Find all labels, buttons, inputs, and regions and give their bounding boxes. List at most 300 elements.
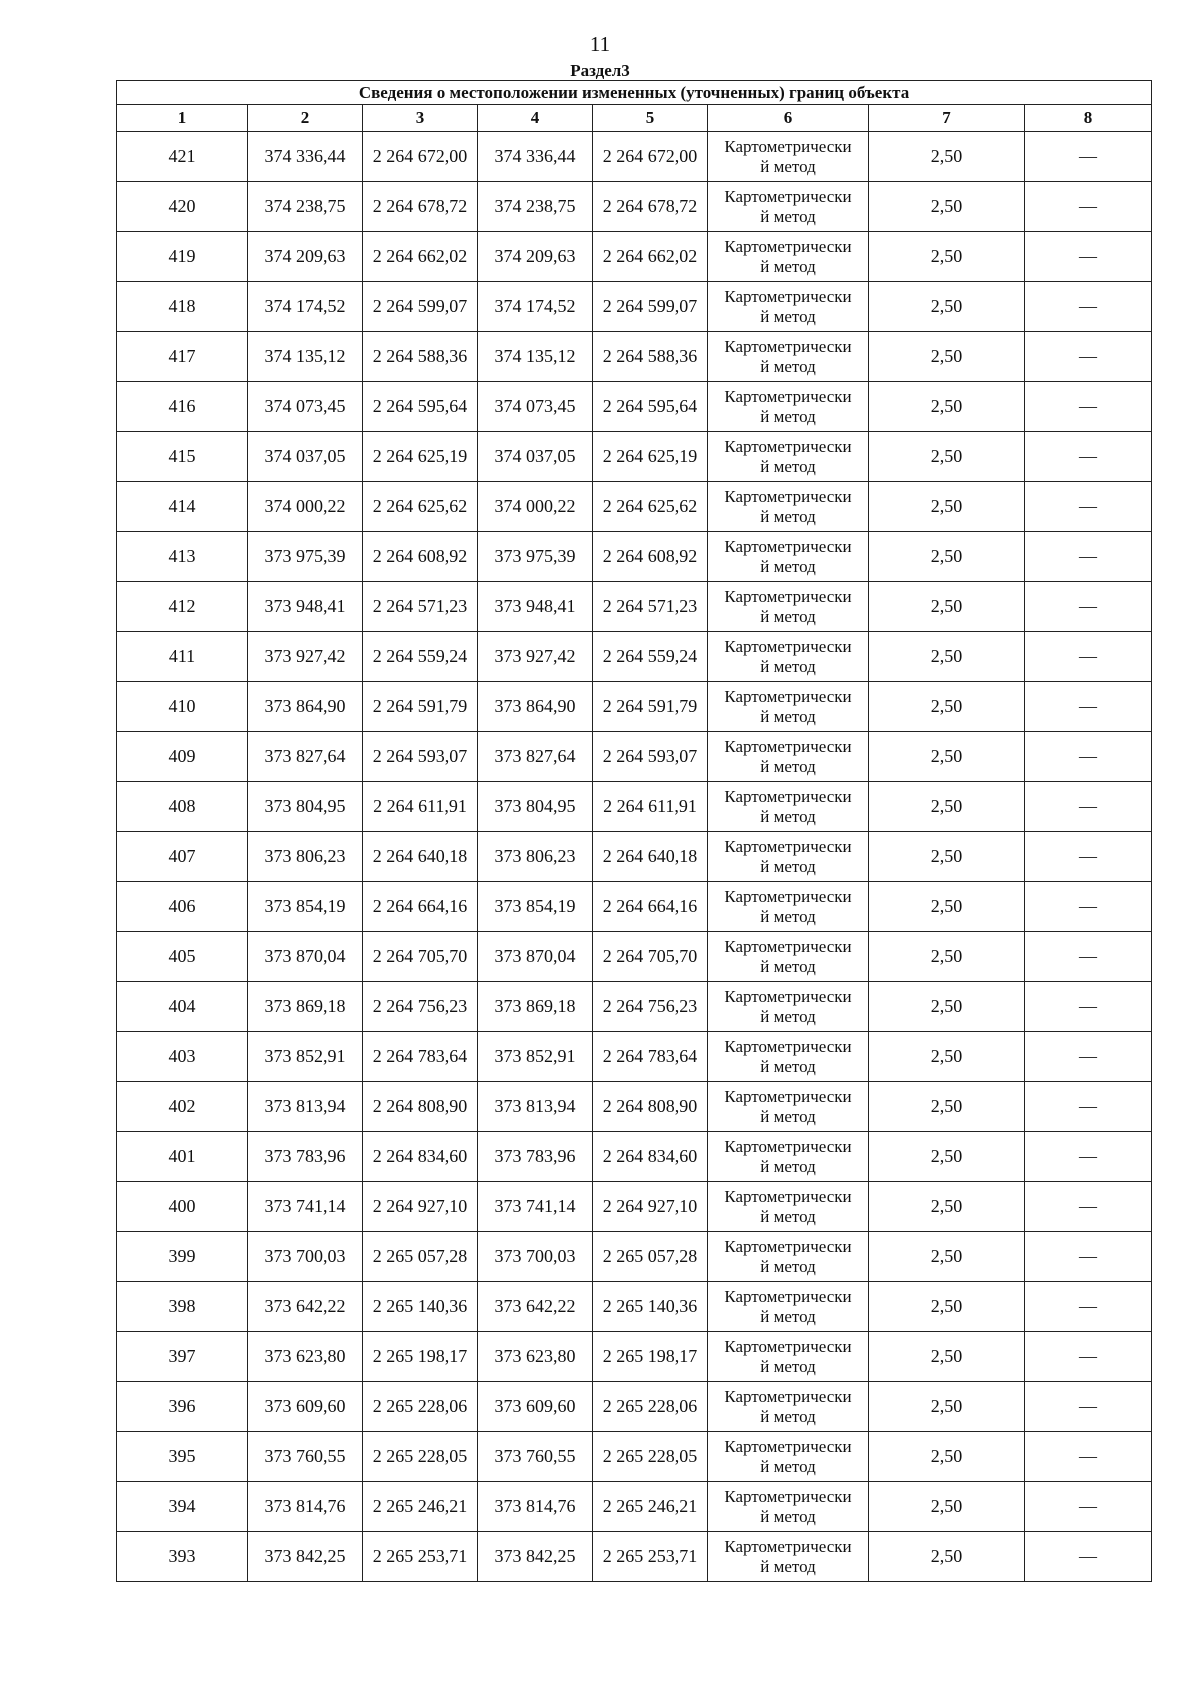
method-line-1: Картометрически [724, 286, 852, 306]
method-line-2: й метод [760, 1256, 816, 1276]
column-header: 4 [478, 105, 593, 132]
method-cell [708, 732, 869, 782]
x-coordinate-cell: 373 814,76 [248, 1482, 363, 1532]
method-line-2: й метод [760, 406, 816, 426]
x-coordinate-new-cell: 374 073,45 [478, 382, 593, 432]
page-number: 11 [589, 32, 611, 56]
method-cell [708, 1532, 869, 1582]
y-coordinate-new-cell: 2 265 246,21 [593, 1482, 708, 1532]
note-cell: — [1025, 1432, 1152, 1482]
accuracy-cell: 2,50 [869, 732, 1025, 782]
y-coordinate-new-cell: 2 265 198,17 [593, 1332, 708, 1382]
note-cell: — [1025, 1332, 1152, 1382]
method-cell [708, 182, 869, 232]
y-coordinate-cell: 2 264 593,07 [363, 732, 478, 782]
accuracy-cell: 2,50 [869, 482, 1025, 532]
accuracy-cell: 2,50 [869, 582, 1025, 632]
x-coordinate-new-cell: 373 852,91 [478, 1032, 593, 1082]
method-line-1: Картометрически [724, 536, 852, 556]
method-cell [708, 1332, 869, 1382]
y-coordinate-new-cell: 2 264 783,64 [593, 1032, 708, 1082]
note-cell: — [1025, 1182, 1152, 1232]
x-coordinate-new-cell: 373 842,25 [478, 1532, 593, 1582]
x-coordinate-new-cell: 373 783,96 [478, 1132, 593, 1182]
point-number-cell: 398 [117, 1282, 248, 1332]
method-cell [708, 582, 869, 632]
table-row [117, 132, 1152, 182]
y-coordinate-new-cell: 2 264 834,60 [593, 1132, 708, 1182]
note-cell: — [1025, 682, 1152, 732]
method-line-2: й метод [760, 856, 816, 876]
x-coordinate-cell: 373 852,91 [248, 1032, 363, 1082]
point-number-cell: 399 [117, 1232, 248, 1282]
x-coordinate-cell: 373 975,39 [248, 532, 363, 582]
method-cell [708, 1382, 869, 1432]
method-line-2: й метод [760, 606, 816, 626]
x-coordinate-cell: 373 813,94 [248, 1082, 363, 1132]
y-coordinate-new-cell: 2 264 593,07 [593, 732, 708, 782]
x-coordinate-new-cell: 373 854,19 [478, 882, 593, 932]
y-coordinate-new-cell: 2 264 625,19 [593, 432, 708, 482]
accuracy-cell: 2,50 [869, 382, 1025, 432]
table-row [117, 332, 1152, 382]
y-coordinate-new-cell: 2 265 253,71 [593, 1532, 708, 1582]
x-coordinate-cell: 373 741,14 [248, 1182, 363, 1232]
note-cell: — [1025, 382, 1152, 432]
x-coordinate-cell: 373 927,42 [248, 632, 363, 682]
x-coordinate-cell: 373 948,41 [248, 582, 363, 632]
x-coordinate-cell: 373 804,95 [248, 782, 363, 832]
x-coordinate-new-cell: 373 813,94 [478, 1082, 593, 1132]
table-row [117, 432, 1152, 482]
x-coordinate-cell: 374 174,52 [248, 282, 363, 332]
x-coordinate-cell: 374 238,75 [248, 182, 363, 232]
x-coordinate-cell: 373 864,90 [248, 682, 363, 732]
point-number-cell: 400 [117, 1182, 248, 1232]
x-coordinate-cell: 374 135,12 [248, 332, 363, 382]
y-coordinate-cell: 2 264 672,00 [363, 132, 478, 182]
table-row [117, 1532, 1152, 1582]
method-line-2: й метод [760, 1406, 816, 1426]
y-coordinate-cell: 2 264 571,23 [363, 582, 478, 632]
x-coordinate-new-cell: 373 609,60 [478, 1382, 593, 1432]
note-cell: — [1025, 182, 1152, 232]
x-coordinate-new-cell: 373 927,42 [478, 632, 593, 682]
method-line-2: й метод [760, 456, 816, 476]
y-coordinate-cell: 2 265 140,36 [363, 1282, 478, 1332]
note-cell: — [1025, 632, 1152, 682]
column-header: 7 [869, 105, 1025, 132]
table-row [117, 582, 1152, 632]
method-line-1: Картометрически [724, 736, 852, 756]
method-cell [708, 382, 869, 432]
table-row [117, 632, 1152, 682]
note-cell: — [1025, 1082, 1152, 1132]
note-cell: — [1025, 1482, 1152, 1532]
method-line-2: й метод [760, 1056, 816, 1076]
point-number-cell: 420 [117, 182, 248, 232]
note-cell: — [1025, 1382, 1152, 1432]
y-coordinate-cell: 2 264 705,70 [363, 932, 478, 982]
y-coordinate-new-cell: 2 264 595,64 [593, 382, 708, 432]
method-cell [708, 832, 869, 882]
accuracy-cell: 2,50 [869, 1132, 1025, 1182]
point-number-cell: 405 [117, 932, 248, 982]
method-line-1: Картометрически [724, 936, 852, 956]
method-line-1: Картометрически [724, 336, 852, 356]
x-coordinate-new-cell: 373 864,90 [478, 682, 593, 732]
method-line-1: Картометрически [724, 586, 852, 606]
point-number-cell: 410 [117, 682, 248, 732]
method-cell [708, 932, 869, 982]
y-coordinate-cell: 2 264 608,92 [363, 532, 478, 582]
column-header-row [117, 105, 1152, 132]
point-number-cell: 393 [117, 1532, 248, 1582]
x-coordinate-cell: 373 869,18 [248, 982, 363, 1032]
x-coordinate-cell: 374 336,44 [248, 132, 363, 182]
method-line-2: й метод [760, 1506, 816, 1526]
method-line-2: й метод [760, 1156, 816, 1176]
method-cell [708, 1232, 869, 1282]
accuracy-cell: 2,50 [869, 1032, 1025, 1082]
method-cell [708, 482, 869, 532]
method-line-2: й метод [760, 1006, 816, 1026]
x-coordinate-new-cell: 374 000,22 [478, 482, 593, 532]
x-coordinate-new-cell: 374 336,44 [478, 132, 593, 182]
y-coordinate-cell: 2 265 057,28 [363, 1232, 478, 1282]
note-cell: — [1025, 732, 1152, 782]
point-number-cell: 407 [117, 832, 248, 882]
accuracy-cell: 2,50 [869, 232, 1025, 282]
method-cell [708, 1482, 869, 1532]
x-coordinate-new-cell: 374 238,75 [478, 182, 593, 232]
y-coordinate-new-cell: 2 264 608,92 [593, 532, 708, 582]
x-coordinate-cell: 373 760,55 [248, 1432, 363, 1482]
method-line-1: Картометрически [724, 1336, 852, 1356]
method-line-1: Картометрически [724, 986, 852, 1006]
y-coordinate-cell: 2 265 198,17 [363, 1332, 478, 1382]
note-cell: — [1025, 532, 1152, 582]
y-coordinate-cell: 2 264 625,62 [363, 482, 478, 532]
accuracy-cell: 2,50 [869, 1082, 1025, 1132]
method-line-1: Картометрически [724, 1086, 852, 1106]
table-row [117, 732, 1152, 782]
method-line-1: Картометрически [724, 1286, 852, 1306]
column-header: 1 [117, 105, 248, 132]
method-line-2: й метод [760, 206, 816, 226]
method-line-2: й метод [760, 256, 816, 276]
note-cell: — [1025, 1032, 1152, 1082]
x-coordinate-new-cell: 373 814,76 [478, 1482, 593, 1532]
y-coordinate-cell: 2 265 228,05 [363, 1432, 478, 1482]
table-row [117, 1132, 1152, 1182]
method-line-2: й метод [760, 906, 816, 926]
table-row [117, 482, 1152, 532]
x-coordinate-cell: 373 842,25 [248, 1532, 363, 1582]
method-cell [708, 882, 869, 932]
table-row [117, 982, 1152, 1032]
point-number-cell: 419 [117, 232, 248, 282]
method-line-1: Картометрически [724, 486, 852, 506]
method-line-1: Картометрически [724, 1036, 852, 1056]
method-line-1: Картометрически [724, 386, 852, 406]
x-coordinate-new-cell: 373 975,39 [478, 532, 593, 582]
method-cell [708, 1432, 869, 1482]
method-cell [708, 532, 869, 582]
y-coordinate-new-cell: 2 264 625,62 [593, 482, 708, 532]
x-coordinate-new-cell: 373 804,95 [478, 782, 593, 832]
accuracy-cell: 2,50 [869, 1232, 1025, 1282]
note-cell: — [1025, 232, 1152, 282]
y-coordinate-cell: 2 264 662,02 [363, 232, 478, 282]
y-coordinate-new-cell: 2 264 662,02 [593, 232, 708, 282]
method-cell [708, 782, 869, 832]
accuracy-cell: 2,50 [869, 332, 1025, 382]
table-row [117, 532, 1152, 582]
y-coordinate-cell: 2 264 611,91 [363, 782, 478, 832]
method-cell [708, 1182, 869, 1232]
accuracy-cell: 2,50 [869, 282, 1025, 332]
y-coordinate-new-cell: 2 264 808,90 [593, 1082, 708, 1132]
method-line-2: й метод [760, 306, 816, 326]
y-coordinate-new-cell: 2 265 140,36 [593, 1282, 708, 1332]
method-line-1: Картометрически [724, 786, 852, 806]
accuracy-cell: 2,50 [869, 782, 1025, 832]
point-number-cell: 415 [117, 432, 248, 482]
x-coordinate-cell: 373 783,96 [248, 1132, 363, 1182]
note-cell: — [1025, 1282, 1152, 1332]
table-row [117, 1032, 1152, 1082]
y-coordinate-new-cell: 2 264 678,72 [593, 182, 708, 232]
method-line-1: Картометрически [724, 1386, 852, 1406]
table-row [117, 932, 1152, 982]
y-coordinate-cell: 2 264 834,60 [363, 1132, 478, 1182]
point-number-cell: 406 [117, 882, 248, 932]
accuracy-cell: 2,50 [869, 432, 1025, 482]
method-line-2: й метод [760, 1356, 816, 1376]
accuracy-cell: 2,50 [869, 132, 1025, 182]
y-coordinate-cell: 2 264 640,18 [363, 832, 478, 882]
y-coordinate-cell: 2 264 808,90 [363, 1082, 478, 1132]
method-line-1: Картометрически [724, 836, 852, 856]
coordinates-table [116, 80, 1152, 1582]
column-header: 2 [248, 105, 363, 132]
note-cell: — [1025, 932, 1152, 982]
method-line-2: й метод [760, 956, 816, 976]
y-coordinate-new-cell: 2 264 705,70 [593, 932, 708, 982]
x-coordinate-new-cell: 373 806,23 [478, 832, 593, 882]
accuracy-cell: 2,50 [869, 1332, 1025, 1382]
y-coordinate-cell: 2 264 756,23 [363, 982, 478, 1032]
y-coordinate-new-cell: 2 264 571,23 [593, 582, 708, 632]
method-cell [708, 632, 869, 682]
point-number-cell: 408 [117, 782, 248, 832]
x-coordinate-new-cell: 373 760,55 [478, 1432, 593, 1482]
x-coordinate-cell: 373 870,04 [248, 932, 363, 982]
note-cell: — [1025, 332, 1152, 382]
accuracy-cell: 2,50 [869, 832, 1025, 882]
accuracy-cell: 2,50 [869, 1382, 1025, 1432]
y-coordinate-cell: 2 265 253,71 [363, 1532, 478, 1582]
point-number-cell: 416 [117, 382, 248, 432]
x-coordinate-cell: 373 623,80 [248, 1332, 363, 1382]
table-row [117, 682, 1152, 732]
y-coordinate-new-cell: 2 265 057,28 [593, 1232, 708, 1282]
x-coordinate-new-cell: 373 870,04 [478, 932, 593, 982]
x-coordinate-new-cell: 373 700,03 [478, 1232, 593, 1282]
note-cell: — [1025, 1232, 1152, 1282]
method-line-2: й метод [760, 556, 816, 576]
point-number-cell: 395 [117, 1432, 248, 1482]
column-header: 3 [363, 105, 478, 132]
method-line-1: Картометрически [724, 236, 852, 256]
x-coordinate-cell: 374 000,22 [248, 482, 363, 532]
x-coordinate-cell: 373 700,03 [248, 1232, 363, 1282]
y-coordinate-cell: 2 264 783,64 [363, 1032, 478, 1082]
x-coordinate-new-cell: 373 948,41 [478, 582, 593, 632]
note-cell: — [1025, 432, 1152, 482]
point-number-cell: 396 [117, 1382, 248, 1432]
x-coordinate-new-cell: 373 642,22 [478, 1282, 593, 1332]
x-coordinate-cell: 373 806,23 [248, 832, 363, 882]
note-cell: — [1025, 1132, 1152, 1182]
accuracy-cell: 2,50 [869, 682, 1025, 732]
x-coordinate-cell: 373 642,22 [248, 1282, 363, 1332]
y-coordinate-new-cell: 2 265 228,06 [593, 1382, 708, 1432]
accuracy-cell: 2,50 [869, 532, 1025, 582]
y-coordinate-new-cell: 2 264 640,18 [593, 832, 708, 882]
x-coordinate-new-cell: 374 174,52 [478, 282, 593, 332]
y-coordinate-new-cell: 2 264 559,24 [593, 632, 708, 682]
y-coordinate-cell: 2 264 595,64 [363, 382, 478, 432]
y-coordinate-new-cell: 2 264 588,36 [593, 332, 708, 382]
method-cell [708, 332, 869, 382]
table-row [117, 782, 1152, 832]
method-line-2: й метод [760, 156, 816, 176]
x-coordinate-new-cell: 373 741,14 [478, 1182, 593, 1232]
table-row [117, 382, 1152, 432]
y-coordinate-new-cell: 2 264 672,00 [593, 132, 708, 182]
method-line-2: й метод [760, 1106, 816, 1126]
note-cell: — [1025, 1532, 1152, 1582]
table-row [117, 882, 1152, 932]
point-number-cell: 402 [117, 1082, 248, 1132]
table-row [117, 1332, 1152, 1382]
method-line-2: й метод [760, 806, 816, 826]
x-coordinate-new-cell: 374 209,63 [478, 232, 593, 282]
table-row [117, 1432, 1152, 1482]
table-row [117, 1232, 1152, 1282]
table-row [117, 182, 1152, 232]
method-line-1: Картометрически [724, 1536, 852, 1556]
accuracy-cell: 2,50 [869, 1282, 1025, 1332]
method-line-2: й метод [760, 1556, 816, 1576]
note-cell: — [1025, 482, 1152, 532]
method-line-1: Картометрически [724, 1186, 852, 1206]
y-coordinate-cell: 2 264 591,79 [363, 682, 478, 732]
table-row [117, 1482, 1152, 1532]
accuracy-cell: 2,50 [869, 1482, 1025, 1532]
table-row [117, 1282, 1152, 1332]
point-number-cell: 418 [117, 282, 248, 332]
method-line-1: Картометрически [724, 1486, 852, 1506]
method-cell [708, 432, 869, 482]
x-coordinate-cell: 373 609,60 [248, 1382, 363, 1432]
point-number-cell: 403 [117, 1032, 248, 1082]
method-line-2: й метод [760, 356, 816, 376]
table-row [117, 1382, 1152, 1432]
column-header: 6 [708, 105, 869, 132]
point-number-cell: 404 [117, 982, 248, 1032]
y-coordinate-new-cell: 2 264 756,23 [593, 982, 708, 1032]
method-line-1: Картометрически [724, 436, 852, 456]
point-number-cell: 409 [117, 732, 248, 782]
table-row [117, 282, 1152, 332]
point-number-cell: 421 [117, 132, 248, 182]
method-cell [708, 1032, 869, 1082]
note-cell: — [1025, 982, 1152, 1032]
x-coordinate-cell: 374 209,63 [248, 232, 363, 282]
table-row [117, 232, 1152, 282]
method-line-1: Картометрически [724, 886, 852, 906]
method-cell [708, 282, 869, 332]
section-label: Раздел3 [570, 61, 630, 80]
point-number-cell: 411 [117, 632, 248, 682]
method-line-2: й метод [760, 1206, 816, 1226]
method-cell [708, 1132, 869, 1182]
table-row [117, 1082, 1152, 1132]
y-coordinate-cell: 2 265 228,06 [363, 1382, 478, 1432]
y-coordinate-new-cell: 2 264 664,16 [593, 882, 708, 932]
y-coordinate-cell: 2 264 664,16 [363, 882, 478, 932]
note-cell: — [1025, 782, 1152, 832]
column-header: 5 [593, 105, 708, 132]
y-coordinate-new-cell: 2 264 927,10 [593, 1182, 708, 1232]
y-coordinate-new-cell: 2 264 591,79 [593, 682, 708, 732]
y-coordinate-cell: 2 264 678,72 [363, 182, 478, 232]
method-line-1: Картометрически [724, 1236, 852, 1256]
table-title: Сведения о местоположении измененных (уточненных) границ объекта [117, 81, 1152, 105]
accuracy-cell: 2,50 [869, 1532, 1025, 1582]
y-coordinate-cell: 2 264 599,07 [363, 282, 478, 332]
note-cell: — [1025, 132, 1152, 182]
method-line-1: Картометрически [724, 186, 852, 206]
note-cell: — [1025, 832, 1152, 882]
x-coordinate-new-cell: 373 623,80 [478, 1332, 593, 1382]
point-number-cell: 397 [117, 1332, 248, 1382]
method-line-1: Картометрически [724, 636, 852, 656]
y-coordinate-cell: 2 264 927,10 [363, 1182, 478, 1232]
table-body [117, 132, 1152, 1582]
y-coordinate-new-cell: 2 265 228,05 [593, 1432, 708, 1482]
x-coordinate-new-cell: 374 135,12 [478, 332, 593, 382]
point-number-cell: 414 [117, 482, 248, 532]
method-line-1: Картометрически [724, 686, 852, 706]
y-coordinate-new-cell: 2 264 599,07 [593, 282, 708, 332]
method-line-2: й метод [760, 1306, 816, 1326]
accuracy-cell: 2,50 [869, 1432, 1025, 1482]
note-cell: — [1025, 582, 1152, 632]
x-coordinate-new-cell: 373 827,64 [478, 732, 593, 782]
x-coordinate-cell: 374 073,45 [248, 382, 363, 432]
x-coordinate-new-cell: 373 869,18 [478, 982, 593, 1032]
method-line-1: Картометрически [724, 1136, 852, 1156]
accuracy-cell: 2,50 [869, 932, 1025, 982]
point-number-cell: 401 [117, 1132, 248, 1182]
method-line-2: й метод [760, 706, 816, 726]
x-coordinate-cell: 374 037,05 [248, 432, 363, 482]
table-row [117, 832, 1152, 882]
